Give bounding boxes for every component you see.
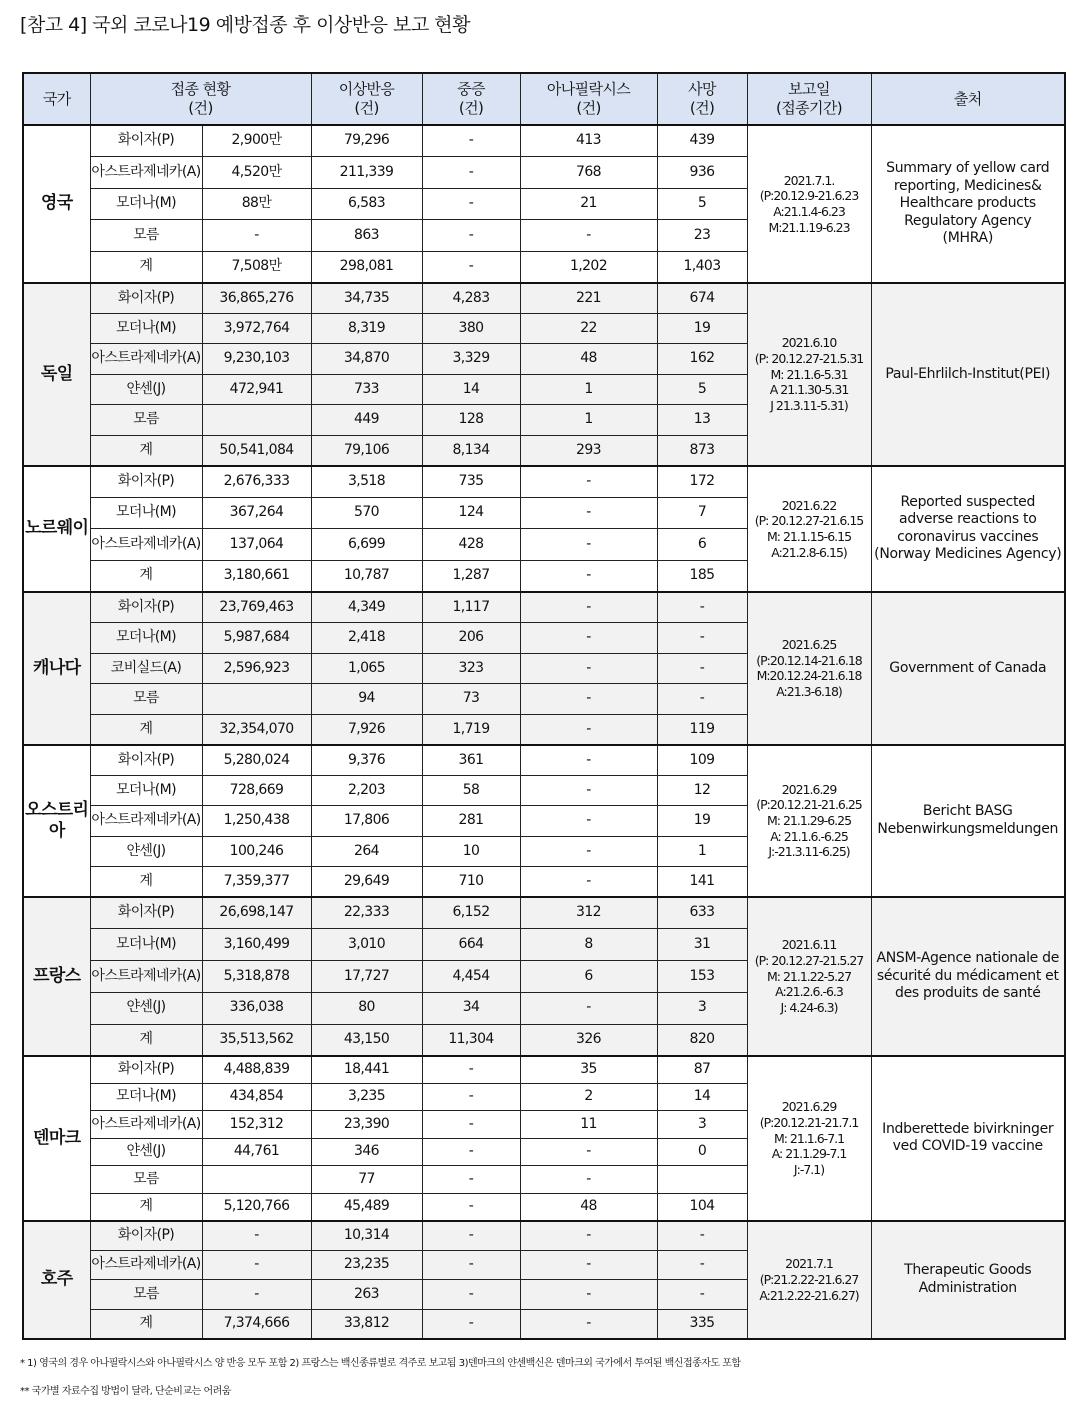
- cell-vaccinated: 434,854: [202, 1083, 311, 1111]
- cell-anaphylaxis: -: [520, 745, 657, 775]
- cell-adverse: 3,010: [311, 929, 422, 961]
- cell-adverse: 43,150: [311, 1024, 422, 1056]
- cell-anaphylaxis: 221: [520, 283, 657, 314]
- cell-death: 12: [657, 775, 747, 805]
- cell-anaphylaxis: -: [520, 623, 657, 654]
- cell-death: 141: [657, 867, 747, 897]
- cell-death: 153: [657, 960, 747, 992]
- cell-severe: 4,454: [422, 960, 520, 992]
- cell-adverse: 17,806: [311, 806, 422, 836]
- cell-vaccinated: 36,865,276: [202, 283, 311, 314]
- cell-anaphylaxis: -: [520, 592, 657, 623]
- cell-death: 19: [657, 313, 747, 344]
- report-date: 2021.6.10 (P: 20.12.27-21.5.31 M: 21.1.6-5.31 A 21.1.30-5.31 J 21.3.11-5.31): [747, 283, 871, 466]
- cell-adverse: 211,339: [311, 157, 422, 189]
- cell-death: -: [657, 1250, 747, 1280]
- cell-anaphylaxis: -: [520, 1280, 657, 1310]
- cell-adverse: 45,489: [311, 1193, 422, 1221]
- cell-adverse: 263: [311, 1280, 422, 1310]
- cell-death: -: [657, 1221, 747, 1251]
- table-row: [23, 592, 1065, 623]
- cell-vaccinated: 728,669: [202, 775, 311, 805]
- header-vaccination: 접종 현황 (건): [90, 73, 311, 125]
- cell-adverse: 18,441: [311, 1056, 422, 1084]
- cell-severe: -: [422, 1056, 520, 1084]
- cell-vaccinated: [202, 405, 311, 436]
- cell-vaccine: 화이자(P): [90, 1221, 202, 1251]
- cell-vaccinated: 9,230,103: [202, 344, 311, 375]
- cell-anaphylaxis: 293: [520, 435, 657, 466]
- cell-vaccinated: -: [202, 1221, 311, 1251]
- cell-adverse: 6,699: [311, 529, 422, 561]
- cell-death: 0: [657, 1138, 747, 1166]
- cell-vaccine: 모더나(M): [90, 623, 202, 654]
- report-date: 2021.6.29 (P:20.12.21-21.7.1 M: 21.1.6-7.1 A: 21.1.29-7.1 J:-7.1): [747, 1056, 871, 1221]
- cell-vaccinated: 3,180,661: [202, 560, 311, 592]
- cell-vaccinated: 7,374,666: [202, 1309, 311, 1339]
- cell-death: 3: [657, 1111, 747, 1139]
- cell-vaccinated: -: [202, 220, 311, 252]
- cell-severe: 380: [422, 313, 520, 344]
- cell-vaccinated: 2,596,923: [202, 653, 311, 684]
- cell-severe: 710: [422, 867, 520, 897]
- cell-anaphylaxis: 6: [520, 960, 657, 992]
- cell-death: 6: [657, 529, 747, 561]
- cell-adverse: 80: [311, 992, 422, 1024]
- cell-anaphylaxis: 8: [520, 929, 657, 961]
- country-name: 영국: [23, 125, 90, 283]
- cell-death: 31: [657, 929, 747, 961]
- cell-adverse: 6,583: [311, 188, 422, 220]
- cell-vaccine: 계: [90, 1024, 202, 1056]
- cell-severe: 735: [422, 466, 520, 498]
- cell-adverse: 17,727: [311, 960, 422, 992]
- cell-adverse: 863: [311, 220, 422, 252]
- cell-adverse: 298,081: [311, 251, 422, 283]
- cell-death: -: [657, 623, 747, 654]
- cell-anaphylaxis: -: [520, 806, 657, 836]
- cell-death: 185: [657, 560, 747, 592]
- report-date: 2021.6.11 (P: 20.12.27-21.5.27 M: 21.1.22-5.27 A:21.2.6.-6.3 J: 4.24-6.3): [747, 897, 871, 1056]
- cell-death: 13: [657, 405, 747, 436]
- cell-vaccine: 모더나(M): [90, 188, 202, 220]
- cell-severe: -: [422, 1166, 520, 1194]
- cell-adverse: 1,065: [311, 653, 422, 684]
- cell-severe: 361: [422, 745, 520, 775]
- cell-severe: 1,287: [422, 560, 520, 592]
- cell-vaccinated: 23,769,463: [202, 592, 311, 623]
- cell-adverse: 22,333: [311, 897, 422, 929]
- cell-severe: -: [422, 1111, 520, 1139]
- source: Indberettede bivirkninger ved COVID-19 vaccine: [871, 1056, 1065, 1221]
- cell-adverse: 7,926: [311, 714, 422, 745]
- source: Summary of yellow card reporting, Medicines& Healthcare products Regulatory Agency (MHRA): [871, 125, 1065, 283]
- cell-severe: 14: [422, 374, 520, 405]
- cell-death: 674: [657, 283, 747, 314]
- table-row: [23, 125, 1065, 157]
- cell-vaccine: 모름: [90, 1280, 202, 1310]
- table-header: [23, 73, 1065, 125]
- cell-vaccinated: 3,972,764: [202, 313, 311, 344]
- cell-death: 3: [657, 992, 747, 1024]
- cell-adverse: 449: [311, 405, 422, 436]
- cell-death: 5: [657, 188, 747, 220]
- cell-death: 7: [657, 497, 747, 529]
- cell-vaccine: 모름: [90, 1166, 202, 1194]
- cell-severe: 73: [422, 684, 520, 715]
- cell-anaphylaxis: 11: [520, 1111, 657, 1139]
- table-row: [23, 897, 1065, 929]
- country-name: 독일: [23, 283, 90, 466]
- cell-vaccine: 계: [90, 560, 202, 592]
- cell-anaphylaxis: 1: [520, 374, 657, 405]
- cell-vaccinated: 2,676,333: [202, 466, 311, 498]
- cell-vaccine: 얀센(J): [90, 1138, 202, 1166]
- cell-vaccinated: -: [202, 1280, 311, 1310]
- source: Bericht BASG Nebenwirkungsmeldungen: [871, 745, 1065, 897]
- cell-vaccine: 모더나(M): [90, 497, 202, 529]
- cell-anaphylaxis: 48: [520, 1193, 657, 1221]
- cell-death: 5: [657, 374, 747, 405]
- table-row: [23, 283, 1065, 314]
- cell-anaphylaxis: -: [520, 1166, 657, 1194]
- cell-severe: 8,134: [422, 435, 520, 466]
- cell-death: -: [657, 684, 747, 715]
- cell-death: 335: [657, 1309, 747, 1339]
- cell-death: 119: [657, 714, 747, 745]
- cell-anaphylaxis: 413: [520, 125, 657, 157]
- cell-adverse: 94: [311, 684, 422, 715]
- cell-severe: -: [422, 251, 520, 283]
- cell-severe: 4,283: [422, 283, 520, 314]
- cell-death: 104: [657, 1193, 747, 1221]
- cell-death: 87: [657, 1056, 747, 1084]
- country-name: 덴마크: [23, 1056, 90, 1221]
- country-name: 오스트리아: [23, 745, 90, 897]
- cell-vaccine: 아스트라제네카(A): [90, 157, 202, 189]
- cell-vaccinated: 32,354,070: [202, 714, 311, 745]
- cell-severe: 281: [422, 806, 520, 836]
- cell-vaccinated: 44,761: [202, 1138, 311, 1166]
- cell-vaccinated: -: [202, 1250, 311, 1280]
- cell-severe: -: [422, 1193, 520, 1221]
- header-adverse: 이상반응 (건): [311, 73, 422, 125]
- cell-anaphylaxis: -: [520, 714, 657, 745]
- cell-death: -: [657, 592, 747, 623]
- cell-severe: -: [422, 157, 520, 189]
- report-date: 2021.7.1 (P:21.2.22-21.6.27 A:21.2.22-21.6.27): [747, 1221, 871, 1339]
- adverse-reaction-table: [22, 72, 1066, 1340]
- cell-adverse: 23,390: [311, 1111, 422, 1139]
- cell-anaphylaxis: -: [520, 1138, 657, 1166]
- cell-vaccine: 얀센(J): [90, 836, 202, 866]
- cell-vaccine: 모더나(M): [90, 775, 202, 805]
- cell-death: 162: [657, 344, 747, 375]
- footnote-1: * 1) 영국의 경우 아나필락시스와 아나필락시스 양 반응 모두 포함 2) 프랑스는 백신종류별로 격주로 보고됨 3)덴마크의 얀센백신은 덴마크외 국가에서 투여된 백신접종자도 포함: [20, 1358, 741, 1369]
- report-date: 2021.6.22 (P: 20.12.27-21.6.15 M: 21.1.15-6.15 A:21.2.8-6.15): [747, 466, 871, 592]
- cell-vaccinated: 336,038: [202, 992, 311, 1024]
- source: Paul-Ehrlilch-Institut(PEI): [871, 283, 1065, 466]
- cell-vaccine: 계: [90, 251, 202, 283]
- cell-vaccine: 화이자(P): [90, 897, 202, 929]
- cell-adverse: 8,319: [311, 313, 422, 344]
- cell-anaphylaxis: 48: [520, 344, 657, 375]
- cell-death: [657, 1166, 747, 1194]
- cell-anaphylaxis: -: [520, 560, 657, 592]
- cell-anaphylaxis: 1,202: [520, 251, 657, 283]
- cell-adverse: 23,235: [311, 1250, 422, 1280]
- cell-vaccine: 계: [90, 1193, 202, 1221]
- cell-vaccine: 모더나(M): [90, 313, 202, 344]
- table-row: [23, 1056, 1065, 1084]
- cell-vaccine: 화이자(P): [90, 592, 202, 623]
- cell-severe: 664: [422, 929, 520, 961]
- cell-vaccinated: 137,064: [202, 529, 311, 561]
- cell-severe: -: [422, 125, 520, 157]
- cell-vaccinated: 2,900만: [202, 125, 311, 157]
- cell-adverse: 29,649: [311, 867, 422, 897]
- cell-vaccinated: 5,987,684: [202, 623, 311, 654]
- cell-anaphylaxis: 312: [520, 897, 657, 929]
- cell-vaccine: 아스트라제네카(A): [90, 1111, 202, 1139]
- cell-adverse: 34,735: [311, 283, 422, 314]
- cell-vaccinated: 1,250,438: [202, 806, 311, 836]
- table-row: [23, 745, 1065, 775]
- table-row: [23, 1221, 1065, 1251]
- cell-anaphylaxis: -: [520, 466, 657, 498]
- source: Therapeutic Goods Administration: [871, 1221, 1065, 1339]
- cell-severe: 128: [422, 405, 520, 436]
- cell-vaccinated: 4,520만: [202, 157, 311, 189]
- cell-severe: 206: [422, 623, 520, 654]
- cell-vaccine: 모름: [90, 684, 202, 715]
- cell-vaccine: 화이자(P): [90, 125, 202, 157]
- cell-anaphylaxis: 35: [520, 1056, 657, 1084]
- cell-anaphylaxis: -: [520, 220, 657, 252]
- cell-adverse: 10,787: [311, 560, 422, 592]
- cell-adverse: 346: [311, 1138, 422, 1166]
- report-date: 2021.7.1. (P:20.12.9-21.6.23 A:21.1.4-6.23 M:21.1.19-6.23: [747, 125, 871, 283]
- cell-death: 14: [657, 1083, 747, 1111]
- country-name: 프랑스: [23, 897, 90, 1056]
- cell-adverse: 4,349: [311, 592, 422, 623]
- cell-vaccinated: [202, 1166, 311, 1194]
- cell-vaccine: 화이자(P): [90, 745, 202, 775]
- cell-vaccinated: [202, 684, 311, 715]
- cell-anaphylaxis: -: [520, 992, 657, 1024]
- cell-severe: 11,304: [422, 1024, 520, 1056]
- header-death: 사망 (건): [657, 73, 747, 125]
- country-name: 호주: [23, 1221, 90, 1339]
- cell-vaccinated: 3,160,499: [202, 929, 311, 961]
- cell-severe: -: [422, 1138, 520, 1166]
- cell-vaccinated: 26,698,147: [202, 897, 311, 929]
- cell-vaccine: 모름: [90, 220, 202, 252]
- cell-adverse: 570: [311, 497, 422, 529]
- cell-vaccinated: 50,541,084: [202, 435, 311, 466]
- cell-severe: -: [422, 1250, 520, 1280]
- cell-vaccinated: 5,318,878: [202, 960, 311, 992]
- cell-vaccine: 화이자(P): [90, 1056, 202, 1084]
- cell-severe: 1,117: [422, 592, 520, 623]
- cell-severe: 58: [422, 775, 520, 805]
- cell-death: 936: [657, 157, 747, 189]
- cell-death: 873: [657, 435, 747, 466]
- cell-severe: 124: [422, 497, 520, 529]
- cell-vaccine: 모름: [90, 405, 202, 436]
- cell-vaccinated: 7,359,377: [202, 867, 311, 897]
- cell-anaphylaxis: -: [520, 653, 657, 684]
- cell-anaphylaxis: -: [520, 1221, 657, 1251]
- cell-severe: -: [422, 1083, 520, 1111]
- cell-anaphylaxis: -: [520, 1250, 657, 1280]
- cell-severe: 3,329: [422, 344, 520, 375]
- cell-severe: 6,152: [422, 897, 520, 929]
- cell-severe: -: [422, 220, 520, 252]
- cell-vaccine: 아스트라제네카(A): [90, 344, 202, 375]
- cell-adverse: 733: [311, 374, 422, 405]
- cell-vaccine: 모더나(M): [90, 1083, 202, 1111]
- cell-severe: 1,719: [422, 714, 520, 745]
- header-anaphylaxis: 아나필락시스 (건): [520, 73, 657, 125]
- cell-death: 109: [657, 745, 747, 775]
- country-name: 노르웨이: [23, 466, 90, 592]
- cell-vaccine: 아스트라제네카(A): [90, 806, 202, 836]
- cell-vaccinated: 367,264: [202, 497, 311, 529]
- cell-vaccine: 화이자(P): [90, 466, 202, 498]
- report-date: 2021.6.29 (P:20.12.21-21.6.25 M: 21.1.29-6.25 A: 21.1.6.-6.25 J:-21.3.11-6.25): [747, 745, 871, 897]
- cell-adverse: 3,518: [311, 466, 422, 498]
- page-title: [참고 4] 국외 코로나19 예방접종 후 이상반응 보고 현황: [20, 14, 470, 36]
- cell-adverse: 2,203: [311, 775, 422, 805]
- cell-severe: 428: [422, 529, 520, 561]
- cell-vaccine: 코비실드(A): [90, 653, 202, 684]
- cell-anaphylaxis: -: [520, 775, 657, 805]
- cell-vaccinated: 4,488,839: [202, 1056, 311, 1084]
- cell-severe: 10: [422, 836, 520, 866]
- cell-anaphylaxis: -: [520, 529, 657, 561]
- cell-vaccinated: 35,513,562: [202, 1024, 311, 1056]
- cell-anaphylaxis: 326: [520, 1024, 657, 1056]
- cell-vaccinated: 5,280,024: [202, 745, 311, 775]
- source: Government of Canada: [871, 592, 1065, 745]
- cell-vaccine: 계: [90, 435, 202, 466]
- cell-vaccinated: 152,312: [202, 1111, 311, 1139]
- cell-vaccine: 계: [90, 867, 202, 897]
- report-date: 2021.6.25 (P:20.12.14-21.6.18 M:20.12.24-21.6.18 A:21.3-6.18): [747, 592, 871, 745]
- header-source: 출처: [871, 73, 1065, 125]
- cell-vaccinated: 5,120,766: [202, 1193, 311, 1221]
- cell-severe: -: [422, 1280, 520, 1310]
- cell-vaccinated: 88만: [202, 188, 311, 220]
- header-severe: 중증 (건): [422, 73, 520, 125]
- cell-adverse: 34,870: [311, 344, 422, 375]
- cell-adverse: 9,376: [311, 745, 422, 775]
- footnote-2: ** 국가별 자료수집 방법이 달라, 단순비교는 어려움: [20, 1386, 231, 1397]
- source: Reported suspected adverse reactions to coronavirus vaccines (Norway Medicines Agency): [871, 466, 1065, 592]
- country-name: 캐나다: [23, 592, 90, 745]
- cell-severe: -: [422, 188, 520, 220]
- cell-vaccine: 아스트라제네카(A): [90, 529, 202, 561]
- cell-vaccine: 얀센(J): [90, 992, 202, 1024]
- cell-severe: 323: [422, 653, 520, 684]
- cell-vaccine: 화이자(P): [90, 283, 202, 314]
- cell-adverse: 79,106: [311, 435, 422, 466]
- cell-death: 1: [657, 836, 747, 866]
- cell-anaphylaxis: -: [520, 684, 657, 715]
- cell-adverse: 264: [311, 836, 422, 866]
- cell-severe: 34: [422, 992, 520, 1024]
- cell-adverse: 79,296: [311, 125, 422, 157]
- cell-vaccinated: 472,941: [202, 374, 311, 405]
- cell-vaccinated: 100,246: [202, 836, 311, 866]
- cell-vaccine: 아스트라제네카(A): [90, 960, 202, 992]
- cell-death: -: [657, 1280, 747, 1310]
- cell-adverse: 33,812: [311, 1309, 422, 1339]
- cell-severe: -: [422, 1309, 520, 1339]
- cell-death: -: [657, 653, 747, 684]
- cell-death: 633: [657, 897, 747, 929]
- source: ANSM-Agence nationale de sécurité du médicament et des produits de santé: [871, 897, 1065, 1056]
- cell-vaccine: 계: [90, 1309, 202, 1339]
- cell-death: 439: [657, 125, 747, 157]
- header-country: 국가: [23, 73, 90, 125]
- cell-death: 1,403: [657, 251, 747, 283]
- header-report-date: 보고일 (접종기간): [747, 73, 871, 125]
- cell-adverse: 10,314: [311, 1221, 422, 1251]
- cell-death: 820: [657, 1024, 747, 1056]
- cell-severe: -: [422, 1221, 520, 1251]
- cell-vaccinated: 7,508만: [202, 251, 311, 283]
- cell-anaphylaxis: 2: [520, 1083, 657, 1111]
- cell-vaccine: 계: [90, 714, 202, 745]
- cell-anaphylaxis: 768: [520, 157, 657, 189]
- cell-vaccine: 모더나(M): [90, 929, 202, 961]
- cell-anaphylaxis: -: [520, 867, 657, 897]
- cell-death: 172: [657, 466, 747, 498]
- cell-adverse: 3,235: [311, 1083, 422, 1111]
- table-row: [23, 466, 1065, 498]
- cell-anaphylaxis: -: [520, 1309, 657, 1339]
- cell-anaphylaxis: 1: [520, 405, 657, 436]
- cell-adverse: 2,418: [311, 623, 422, 654]
- cell-vaccine: 얀센(J): [90, 374, 202, 405]
- cell-death: 19: [657, 806, 747, 836]
- cell-anaphylaxis: 21: [520, 188, 657, 220]
- cell-anaphylaxis: -: [520, 836, 657, 866]
- cell-adverse: 77: [311, 1166, 422, 1194]
- cell-death: 23: [657, 220, 747, 252]
- cell-vaccine: 아스트라제네카(A): [90, 1250, 202, 1280]
- cell-anaphylaxis: 22: [520, 313, 657, 344]
- cell-anaphylaxis: -: [520, 497, 657, 529]
